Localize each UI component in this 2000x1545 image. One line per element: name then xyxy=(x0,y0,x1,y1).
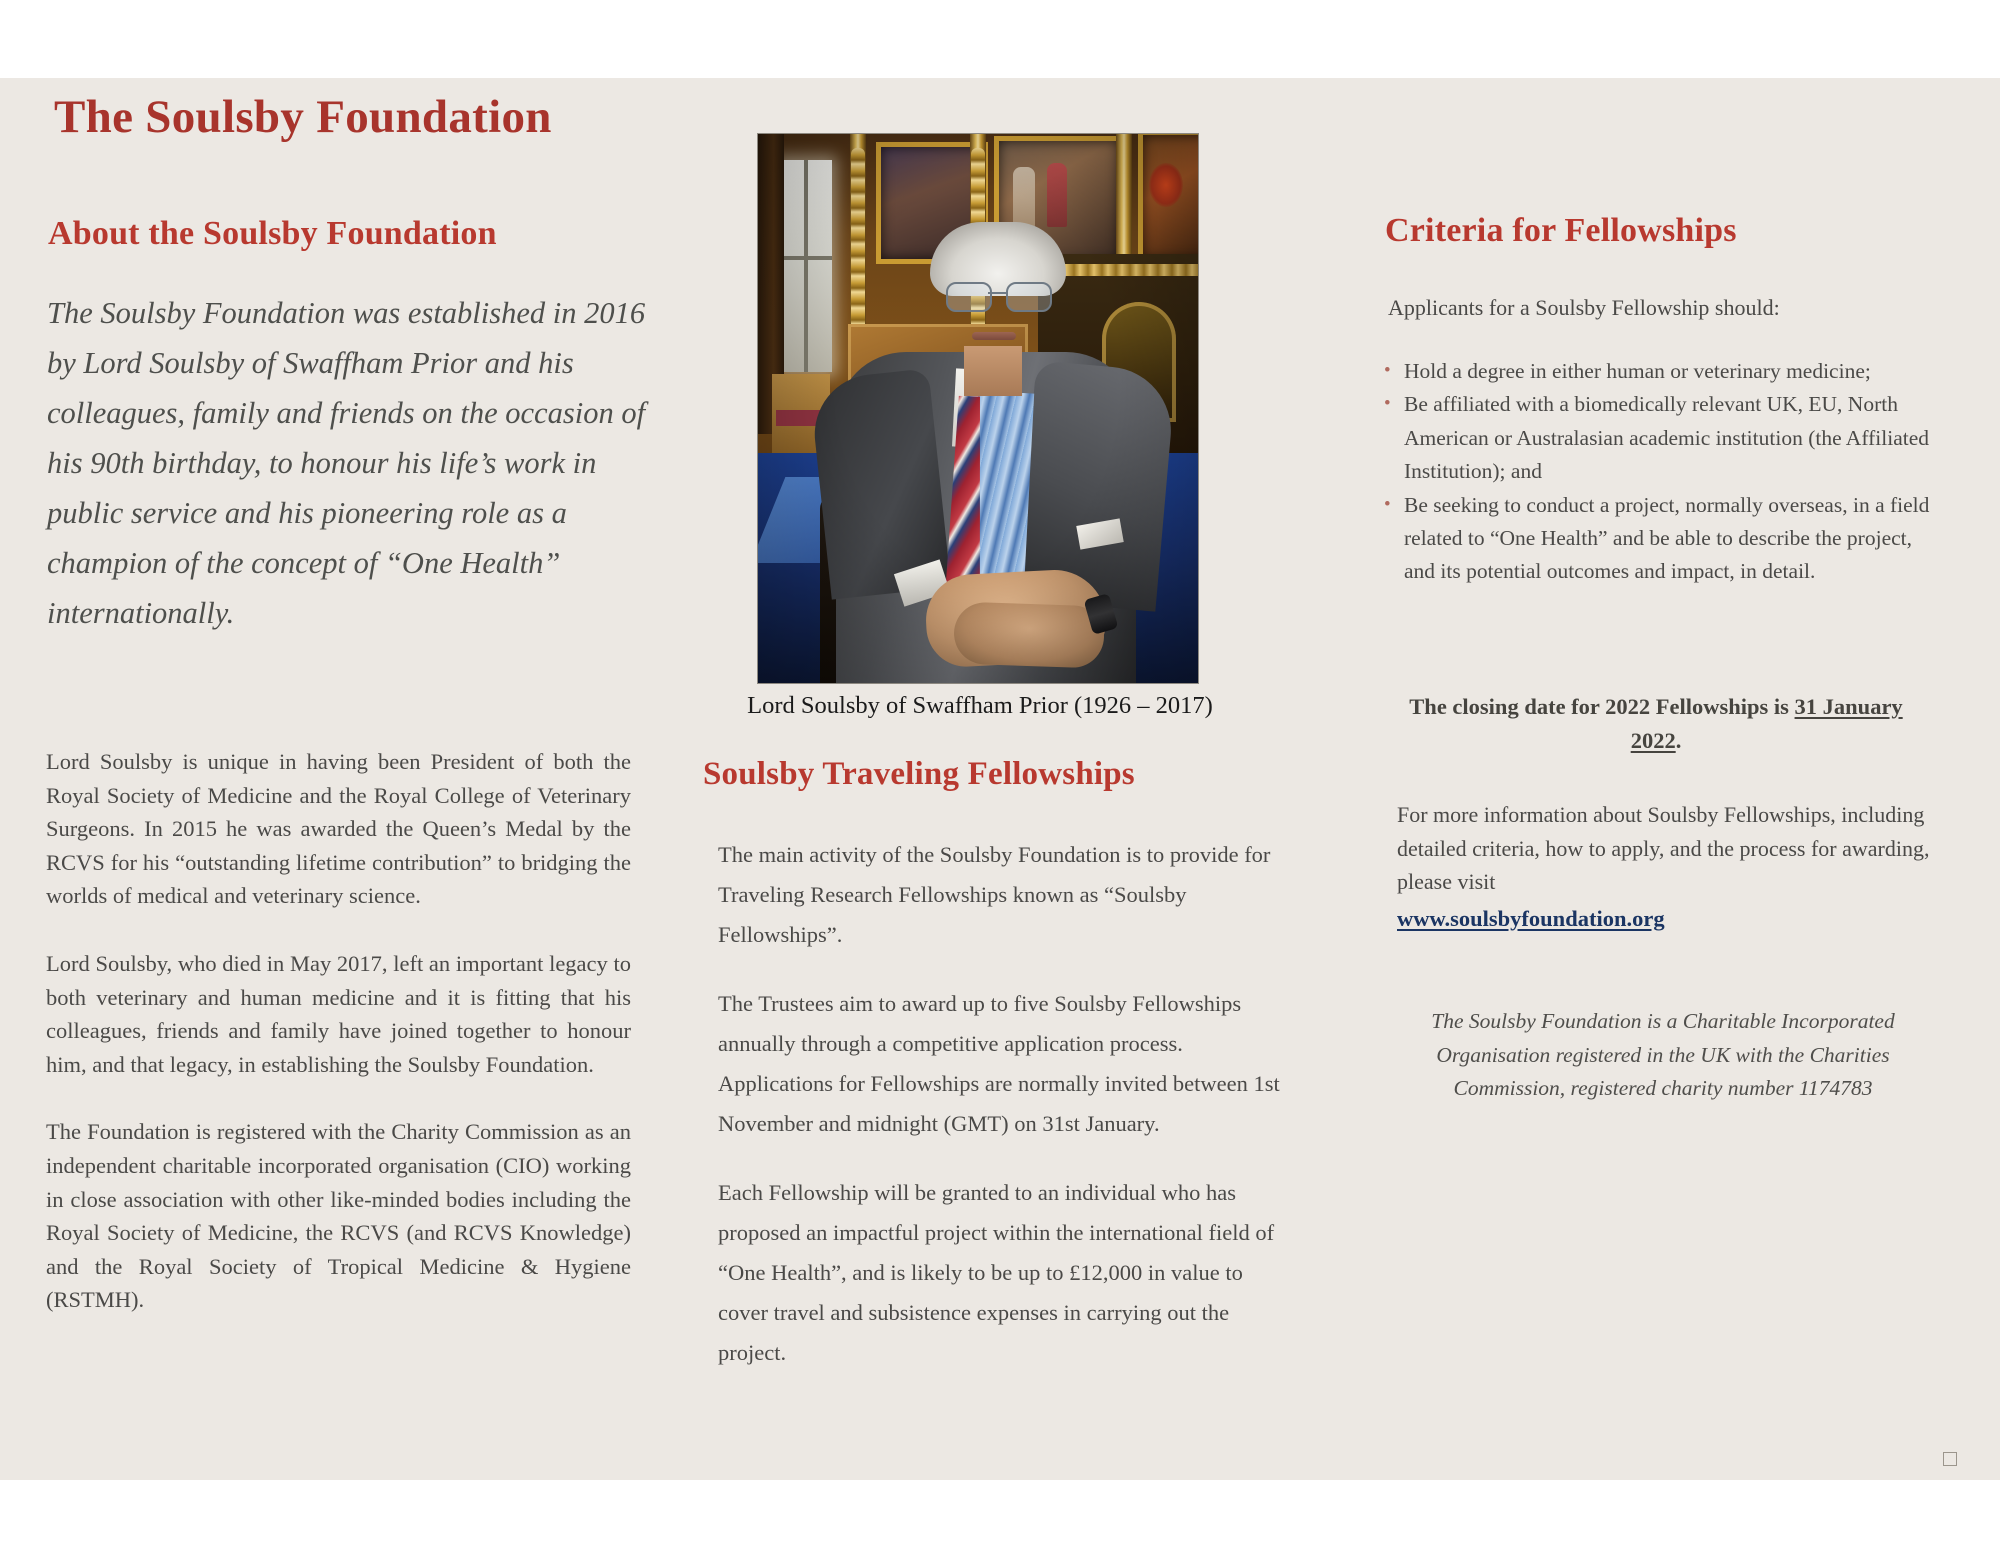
criteria-list-item xyxy=(1380,388,1940,488)
bullet-icon: • xyxy=(1384,493,1391,515)
portrait-painting xyxy=(758,134,1198,683)
about-body xyxy=(46,745,631,1317)
closing-date-prefix: The closing date for 2022 Fellowships is xyxy=(1409,694,1795,719)
about-paragraph-1: Lord Soulsby is unique in having been President of both the Royal Society of Medicine and the Royal College of Veterinary Surgeons. In 2015 he was awarded the Queen’s Medal by the RCVS for his “outstanding lifetime contribution” to bridging the worlds of medical and veterinary science. xyxy=(46,749,631,909)
portrait-vignette xyxy=(758,134,1198,683)
criteria-list-item xyxy=(1380,489,1940,589)
slide-bottom-margin xyxy=(0,1480,2000,1545)
portrait-caption: Lord Soulsby of Swaffham Prior (1926 – 2017) xyxy=(747,692,1213,719)
fellowships-heading: Soulsby Traveling Fellowships xyxy=(703,756,1135,792)
more-information-block xyxy=(1397,798,1937,935)
closing-date-suffix: . xyxy=(1675,728,1682,753)
criteria-item-text: Hold a degree in either human or veterinary medicine; xyxy=(1404,359,1871,383)
fellowships-paragraph-1: The main activity of the Soulsby Foundation is to provide for Traveling Research Fellowships known as “Soulsby Fellowships”. xyxy=(718,842,1271,947)
more-information-text: For more information about Soulsby Fellowships, including detailed criteria, how to apply, and the process for awarding, please visit xyxy=(1397,802,1930,894)
criteria-heading: Criteria for Fellowships xyxy=(1385,212,1737,249)
criteria-list-item xyxy=(1380,355,1940,388)
criteria-item-text: Be affiliated with a biomedically relevant UK, EU, North American or Australasian academic institution (the Affiliated Institution); and xyxy=(1404,392,1929,484)
foundation-website-link[interactable]: www.soulsbyfoundation.org xyxy=(1397,905,1665,931)
page-title: The Soulsby Foundation xyxy=(54,91,552,143)
closing-date-notice xyxy=(1396,690,1916,758)
about-heading: About the Soulsby Foundation xyxy=(48,215,497,252)
charity-registration-note: The Soulsby Foundation is a Charitable Incorporated Organisation registered in the UK with the Charities Commission, registered charity number 1174783 xyxy=(1431,1009,1895,1100)
lord-soulsby-portrait xyxy=(758,134,1198,683)
criteria-list xyxy=(1380,355,1940,589)
page-corner-mark xyxy=(1943,1452,1957,1466)
criteria-item-text: Be seeking to conduct a project, normally overseas, in a field related to “One Health” and be able to describe the project, and its potential outcomes and impact, in detail. xyxy=(1404,492,1930,584)
fellowships-body xyxy=(718,835,1288,1373)
fellowships-paragraph-3: Each Fellowship will be granted to an individual who has proposed an impactful project within the international field of “One Health”, and is likely to be up to £12,000 in value to cover travel and subsistence expenses in carrying out the project. xyxy=(718,1180,1275,1365)
closing-date-value: 31 January 2022 xyxy=(1630,694,1903,753)
criteria-lead-text: Applicants for a Soulsby Fellowship should: xyxy=(1388,295,1780,320)
about-intro-paragraph: The Soulsby Foundation was established in 2016 by Lord Soulsby of Swaffham Prior and his colleagues, family and friends on the occasion of his 90th birthday, to honour his life’s work in public service and his pioneering role as a champion of the concept of “One Health” internationally. xyxy=(47,296,646,630)
about-paragraph-3: The Foundation is registered with the Charity Commission as an independent charitable incorporated organisation (CIO) working in close association with other like-minded bodies including the Royal Society of Medicine, the RCVS (and RCVS Knowledge) and the Royal Society of Tropical Medicine & Hygiene (RSTMH). xyxy=(46,1119,631,1313)
fellowships-paragraph-2: The Trustees aim to award up to five Soulsby Fellowships annually through a competitive application process. Applications for Fellowships are normally invited between 1st November and midnight (GMT) on 31st January. xyxy=(718,991,1280,1136)
about-paragraph-2: Lord Soulsby, who died in May 2017, left an important legacy to both veterinary and human medicine and it is fitting that his colleagues, friends and family have joined together to honour him, and that legacy, in establishing the Soulsby Foundation. xyxy=(46,950,631,1077)
bullet-icon: • xyxy=(1384,360,1391,381)
bullet-icon: • xyxy=(1384,393,1391,415)
